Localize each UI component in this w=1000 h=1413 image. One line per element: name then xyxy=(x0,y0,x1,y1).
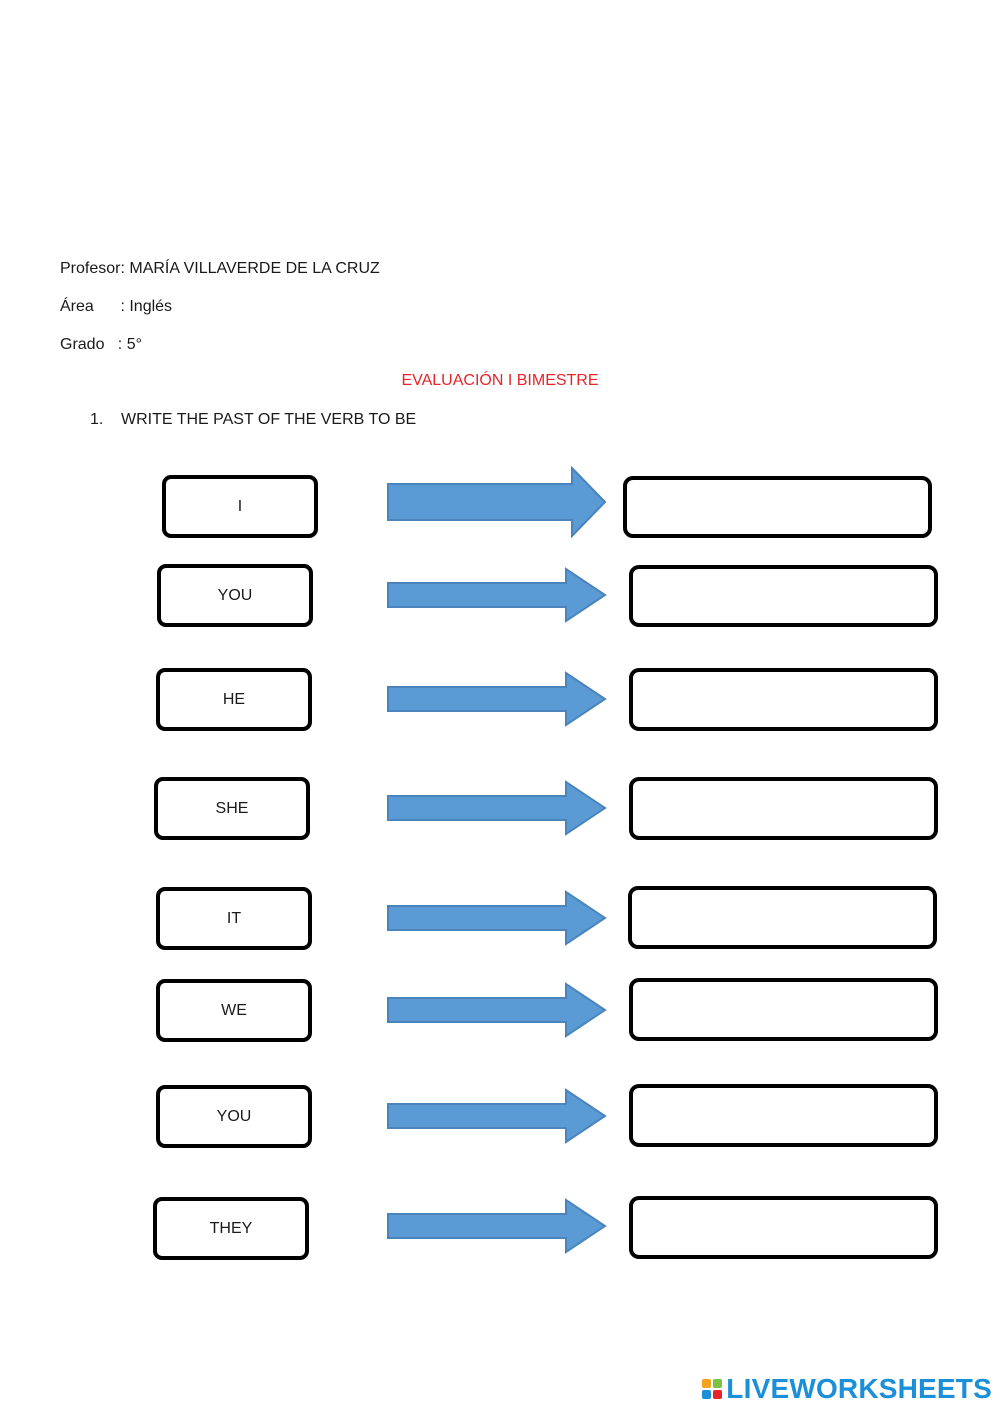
answer-input[interactable] xyxy=(629,565,938,627)
logo-grid-icon xyxy=(702,1379,722,1399)
arrow-right-icon xyxy=(386,671,608,727)
answer-input[interactable] xyxy=(629,668,938,731)
answer-input[interactable] xyxy=(629,777,938,840)
exercise-row xyxy=(0,886,1000,950)
exercise-row xyxy=(0,1196,1000,1260)
pronoun-box: IT xyxy=(156,887,312,950)
arrow-right-icon xyxy=(386,1088,608,1144)
grade-line: Grado : 5° xyxy=(60,336,142,353)
exercise-row xyxy=(0,978,1000,1042)
question-number: 1. xyxy=(90,411,104,428)
answer-input[interactable] xyxy=(623,476,932,538)
exercise-row xyxy=(0,776,1000,840)
question-text: WRITE THE PAST OF THE VERB TO BE xyxy=(121,411,417,428)
logo-text: LIVEWORKSHEETS xyxy=(726,1373,992,1404)
area-line: Área : Inglés xyxy=(60,298,173,315)
arrow-right-icon xyxy=(386,567,608,623)
pronoun-box: SHE xyxy=(154,777,310,840)
page-title: EVALUACIÓN I BIMESTRE xyxy=(401,372,599,389)
pronoun-box: HE xyxy=(156,668,312,731)
arrow-right-icon xyxy=(386,890,608,946)
pronoun-box: WE xyxy=(156,979,312,1042)
teacher-line: Profesor: MARÍA VILLAVERDE DE LA CRUZ xyxy=(60,260,380,277)
arrow-right-icon xyxy=(386,982,608,1038)
pronoun-box: YOU xyxy=(156,1085,312,1148)
answer-input[interactable] xyxy=(629,978,938,1041)
pronoun-box: THEY xyxy=(153,1197,309,1260)
answer-input[interactable] xyxy=(629,1196,938,1259)
exercise-row xyxy=(0,474,1000,538)
exercise-row xyxy=(0,563,1000,627)
arrow-right-icon xyxy=(386,466,608,538)
pronoun-box: I xyxy=(162,475,318,538)
answer-input[interactable] xyxy=(628,886,937,949)
exercise-row xyxy=(0,667,1000,731)
exercise-row xyxy=(0,1084,1000,1148)
arrow-right-icon xyxy=(386,1198,608,1254)
answer-input[interactable] xyxy=(629,1084,938,1147)
question-1 xyxy=(90,411,416,429)
liveworksheets-logo xyxy=(702,1373,992,1405)
arrow-right-icon xyxy=(386,780,608,836)
pronoun-box: YOU xyxy=(157,564,313,627)
